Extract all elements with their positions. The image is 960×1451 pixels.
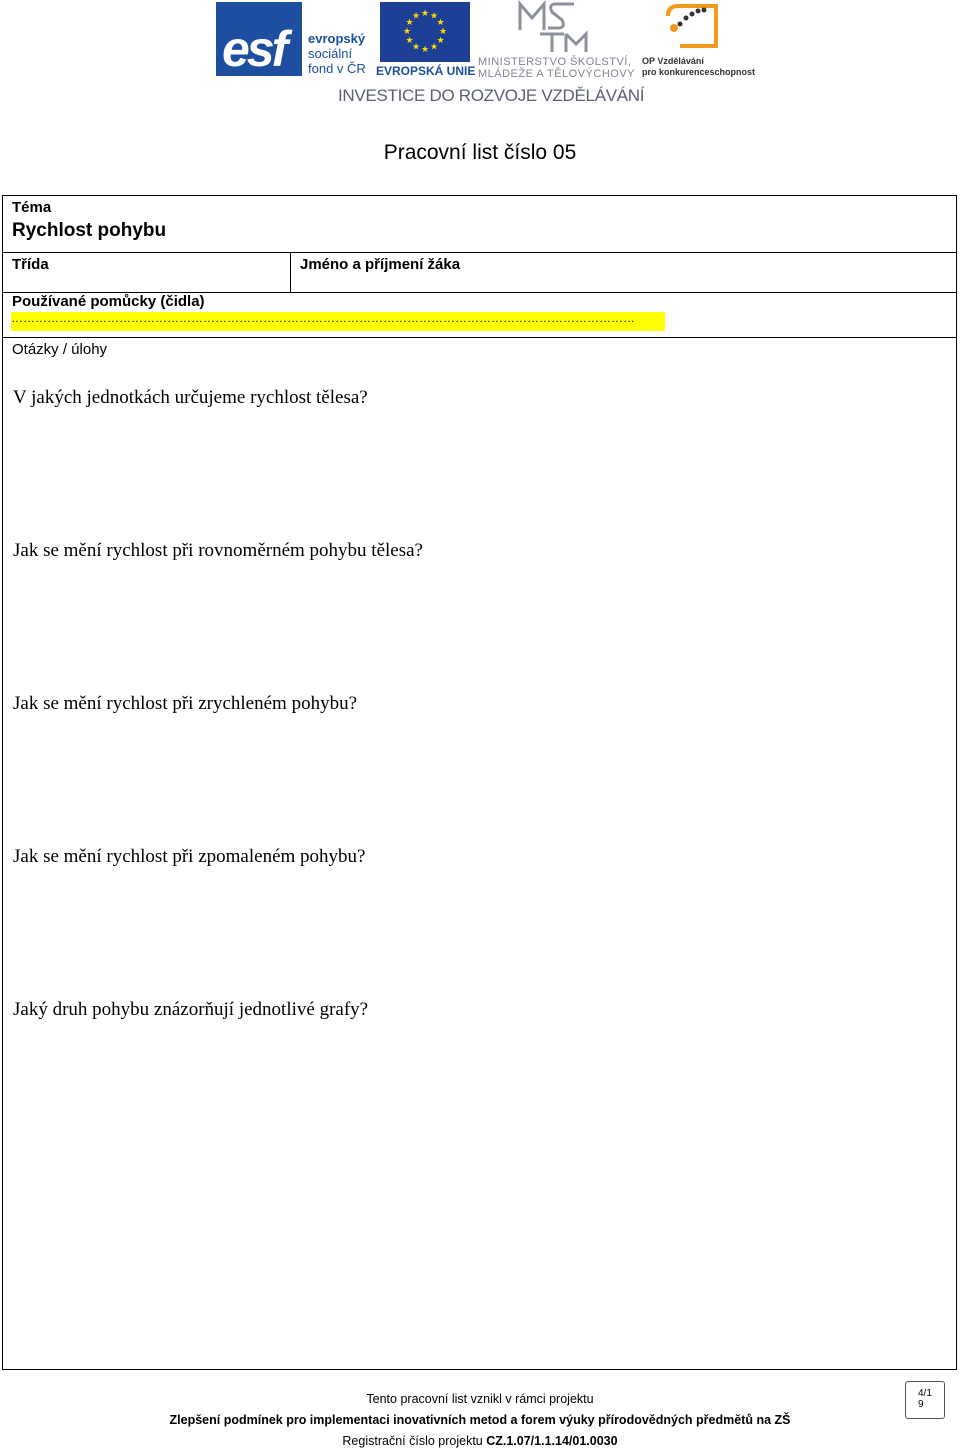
pomucky-label: Používané pomůcky (čidla) [12,293,205,310]
page-total: 9 [918,1399,924,1410]
svg-text:★: ★ [429,11,439,22]
document-title [0,141,960,165]
esf-logo-mark: esf [222,21,286,77]
eu-flag-logo [380,2,470,62]
svg-text:★: ★ [436,18,445,28]
page-number-box [905,1381,945,1419]
svg-text:★: ★ [411,11,421,22]
svg-text:★: ★ [429,42,439,53]
svg-text:★: ★ [420,9,430,19]
svg-text:★: ★ [402,27,412,37]
svg-text:★: ★ [405,36,414,46]
page-number: 4/1 [918,1388,932,1399]
op-logo-text: OP Vzdělávání pro konkurenceschopnost [642,56,756,77]
jmeno-label: Jméno a příjmení žáka [300,256,461,273]
tema-label: Téma [12,199,52,216]
otazky-label: Otázky / úlohy [12,341,108,358]
question-5: Jaký druh pohybu znázorňují jednotlivé grafy? [13,999,369,1020]
eu-stars-icon [380,2,470,62]
question-3: Jak se mění rychlost při zrychleném pohybu? [13,693,358,714]
question-4: Jak se mění rychlost při zpomaleném pohybu? [13,846,366,867]
esf-logo-text: evropský sociální fond v ČR [308,31,366,76]
tema-value: Rychlost pohybu [12,220,167,241]
row-divider [3,252,956,253]
footer-line-2: Zlepšení podmínek pro implementaci inovativních metod a forem výuky přírodovědných předmětů na ZŠ [169,1413,791,1427]
msmt-logo-icon [518,0,598,54]
question-1: V jakých jednotkách určujeme rychlost tělesa? [13,387,368,408]
pomucky-field[interactable]: ………………………………………………………………………………………………………………………………………… [11,312,665,331]
svg-text:★: ★ [436,36,445,46]
footer-line-3 [0,1434,960,1448]
document-title-text: Pracovní list číslo 05 [383,141,577,164]
row-divider [3,337,956,338]
tagline: INVESTICE DO ROZVOJE VZDĚLÁVÁNÍ [338,86,645,105]
logo-banner [0,0,960,110]
worksheet-table [2,195,957,1370]
eu-logo-label: EVROPSKÁ UNIE [376,64,476,78]
svg-text:★: ★ [405,18,414,28]
trida-label: Třída [12,256,49,273]
registration-code: CZ.1.07/1.1.14/01.0030 [486,1434,618,1448]
msmt-logo-text: MINISTERSTVO ŠKOLSTVÍ, MLÁDEŽE A TĚLOVÝCHOVY [478,56,636,80]
svg-text:★: ★ [438,27,448,37]
svg-text:★: ★ [411,42,421,53]
registration-label: Registrační číslo projektu [342,1434,487,1448]
column-divider [290,252,291,292]
op-logo-icon [660,2,724,54]
svg-text:★: ★ [420,45,430,55]
question-2: Jak se mění rychlost při rovnoměrném pohybu tělesa? [13,540,423,561]
footer-line-1: Tento pracovní list vznikl v rámci projektu [366,1392,594,1406]
